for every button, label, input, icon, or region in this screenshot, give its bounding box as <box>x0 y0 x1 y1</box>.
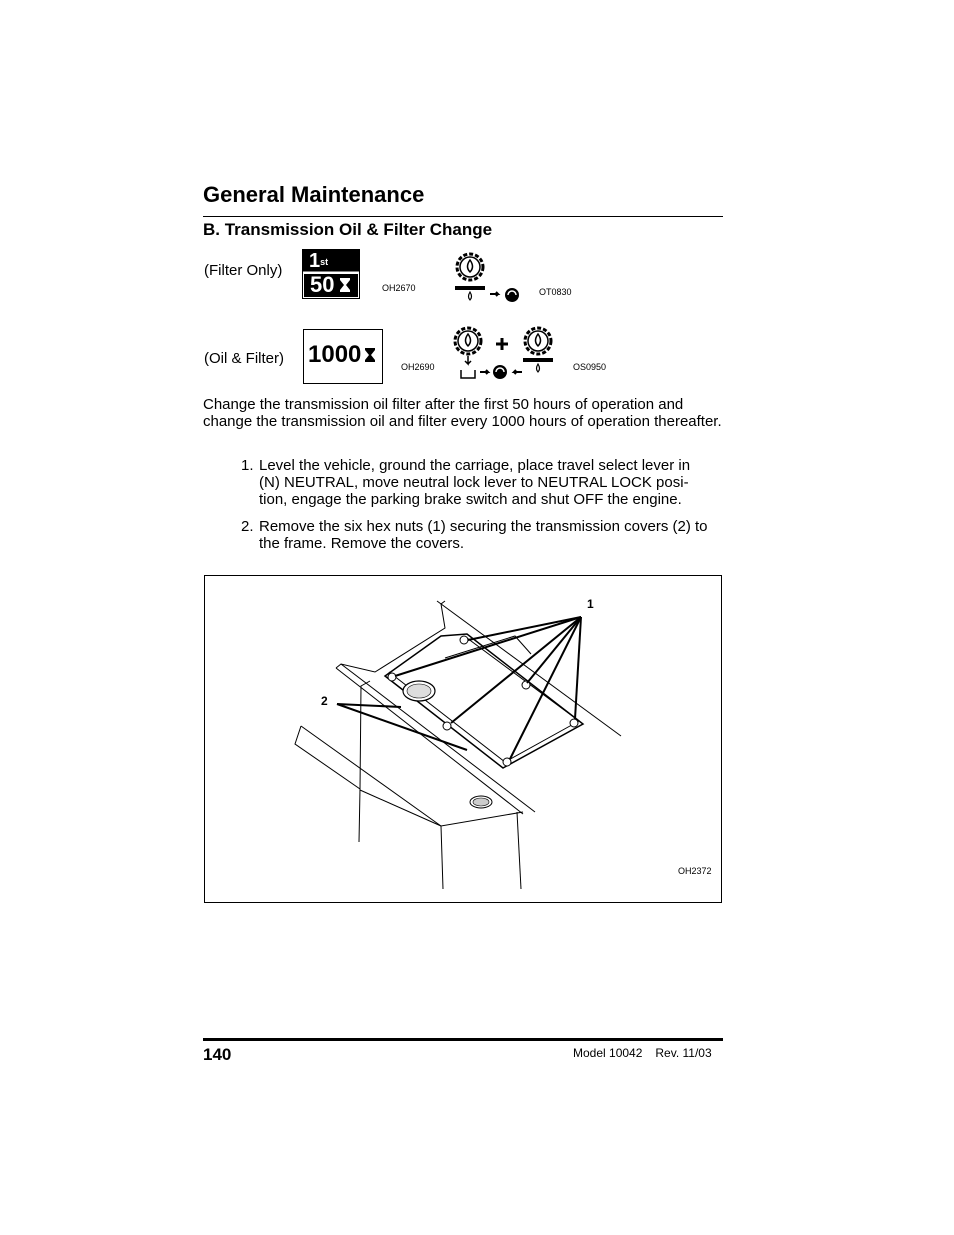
section-title: General Maintenance <box>203 182 425 207</box>
step-number: 2. <box>241 518 254 535</box>
recycle-icon <box>505 288 519 302</box>
step-line: Level the vehicle, ground the carriage, place travel select lever in <box>259 457 691 474</box>
recycle-icon <box>493 365 507 379</box>
transmission-illustration <box>205 576 721 902</box>
callout-hex-nuts: 1 <box>587 597 594 611</box>
revision-date: Rev. 11/03 <box>655 1046 712 1060</box>
badge-hours-1000: 1000 <box>308 341 362 368</box>
subsection-title: B. Transmission Oil & Filter Change <box>203 220 493 239</box>
figure-code: OS0950 <box>573 362 607 372</box>
title-divider <box>203 216 723 217</box>
transmission-cover-figure <box>204 575 722 903</box>
gear-oil-drop-icon <box>457 254 483 280</box>
list-item <box>241 457 723 511</box>
callout-transmission-covers: 2 <box>321 694 328 708</box>
gear-oil-drop-icon <box>525 328 551 354</box>
badge-hours-50: 50 <box>310 272 335 297</box>
footer-model-revision <box>573 1046 712 1060</box>
filter-only-label: (Filter Only) <box>204 262 283 279</box>
plus-icon <box>496 338 508 350</box>
step-line: (N) NEUTRAL, move neutral lock lever to NEUTRAL LOCK posi- <box>259 474 689 491</box>
step-number: 1. <box>241 457 254 474</box>
footer-divider <box>203 1038 723 1041</box>
model-number: Model 10042 <box>573 1046 643 1060</box>
figure-code: OT0830 <box>539 287 572 297</box>
filter-replace-icon <box>452 250 526 306</box>
page-number: 140 <box>203 1045 232 1064</box>
oil-and-filter-label: (Oil & Filter) <box>204 350 284 367</box>
badge-ordinal: 1st <box>309 250 329 272</box>
list-item <box>241 518 723 554</box>
figure-code: OH2670 <box>382 283 416 293</box>
step-line: Remove the six hex nuts (1) securing the transmission covers (2) to <box>259 518 708 535</box>
step-line: the frame. Remove the covers. <box>259 535 465 552</box>
badge-superscript: st <box>320 257 329 267</box>
figure-code: OH2690 <box>401 362 435 372</box>
intro-paragraph: Change the transmission oil filter after the first 50 hours of operation and change the transmission oil and filter every 1000 hours of operation thereafter. <box>203 396 722 430</box>
step-line: tion, engage the parking brake switch and shut OFF the engine. <box>259 491 682 508</box>
figure-code: OH2372 <box>678 866 712 876</box>
oil-and-filter-replace-icon <box>448 322 558 382</box>
gear-oil-drop-icon <box>455 328 481 354</box>
